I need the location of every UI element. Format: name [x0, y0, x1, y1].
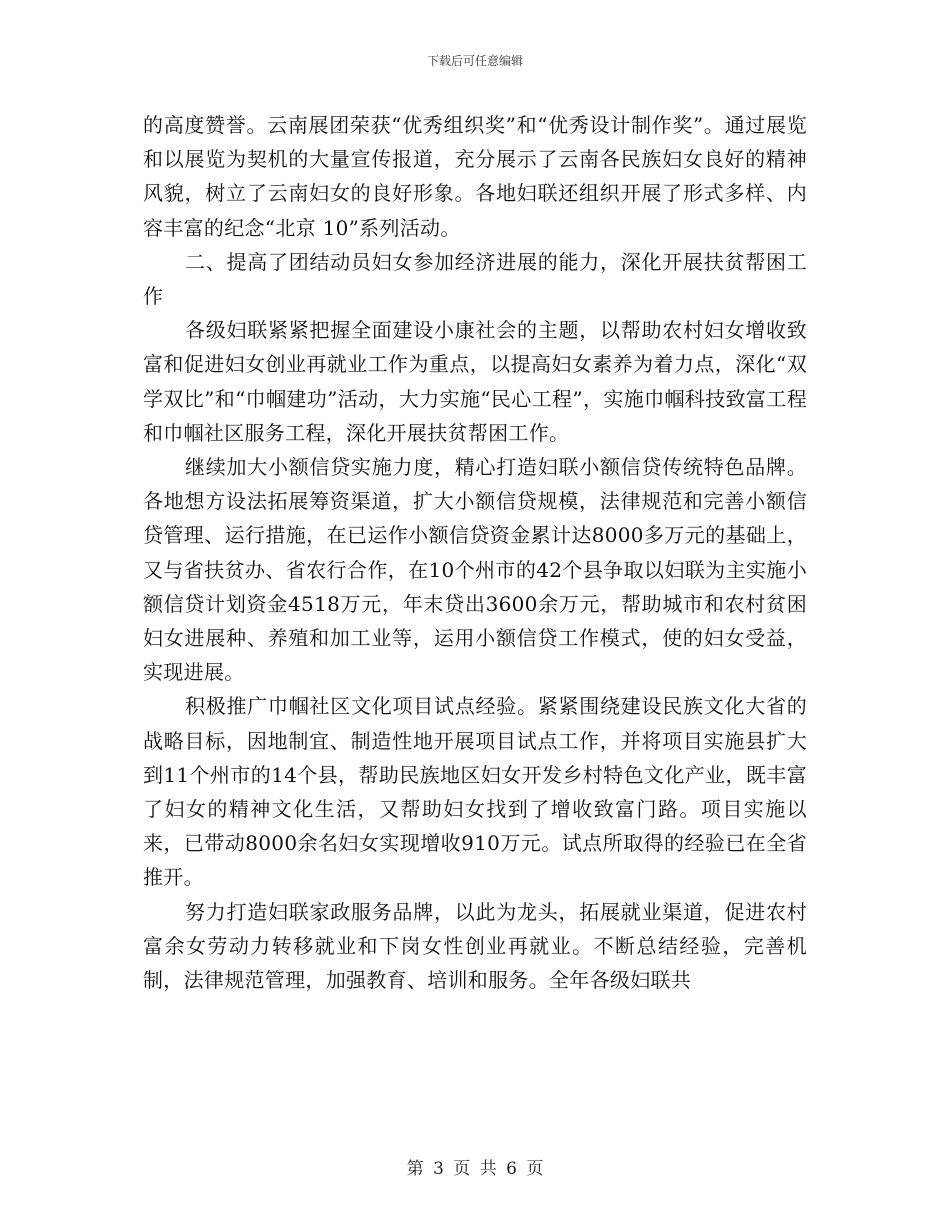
- page-header: 下载后可任意编辑: [426, 54, 523, 68]
- document-body: [143, 108, 807, 997]
- paragraph-5: 积极推广巾帼社区文化项目试点经验。紧紧围绕建设民族文化大省的战略目标，因地制宜、制造性地开展项目试点工作，并将项目实施县扩大到11个州市的14个县，帮助民族地区妇女开发乡村特色文化产业，既丰富了妇女的精神文化生活，又帮助妇女找到了增收致富门路。项目实施以来，已带动8000余名妇女实现增收910万元。试点所取得的经验已在全省推开。: [143, 694, 807, 890]
- page-number: 第 3 页 共 6 页: [406, 1159, 544, 1179]
- section-heading-2: 二、提高了团结动员妇女参加经济进展的能力，深化开展扶贫帮困工作: [143, 249, 807, 309]
- paragraph-3: 各级妇联紧紧把握全面建设小康社会的主题，以帮助农村妇女增收致富和促进妇女创业再就业工作为重点，以提高妇女素养为着力点，深化“双学双比”和“巾帼建功”活动，大力实施“民心工程”，实施巾帼科技致富工程和巾帼社区服务工程，深化开展扶贫帮困工作。: [143, 318, 807, 445]
- paragraph-1: 的高度赞誉。云南展团荣获“优秀组织奖”和“优秀设计制作奖”。通过展览和以展览为契机的大量宣传报道，充分展示了云南各民族妇女良好的精神风貌，树立了云南妇女的良好形象。各地妇联还组织开展了形式多样、内容丰富的纪念“北京 10”系列活动。: [143, 113, 807, 240]
- paragraph-6: 努力打造妇联家政服务品牌，以此为龙头，拓展就业渠道，促进农村富余女劳动力转移就业和下岗女性创业再就业。不断总结经验，完善机制，法律规范管理，加强教育、培训和服务。全年各级妇联共: [143, 899, 807, 993]
- paragraph-4: 继续加大小额信贷实施力度，精心打造妇联小额信贷传统特色品牌。各地想方设法拓展筹资渠道，扩大小额信贷规模，法律规范和完善小额信贷管理、运行措施，在已运作小额信贷资金累计达8000多万元的基础上，又与省扶贫办、省农行合作，在10个州市的42个县争取以妇联为主实施小额信贷计划资金4518万元，年末贷出3600余万元，帮助城市和农村贫困妇女进展种、养殖和加工业等，运用小额信贷工作模式，使的妇女受益，实现进展。: [143, 455, 807, 685]
